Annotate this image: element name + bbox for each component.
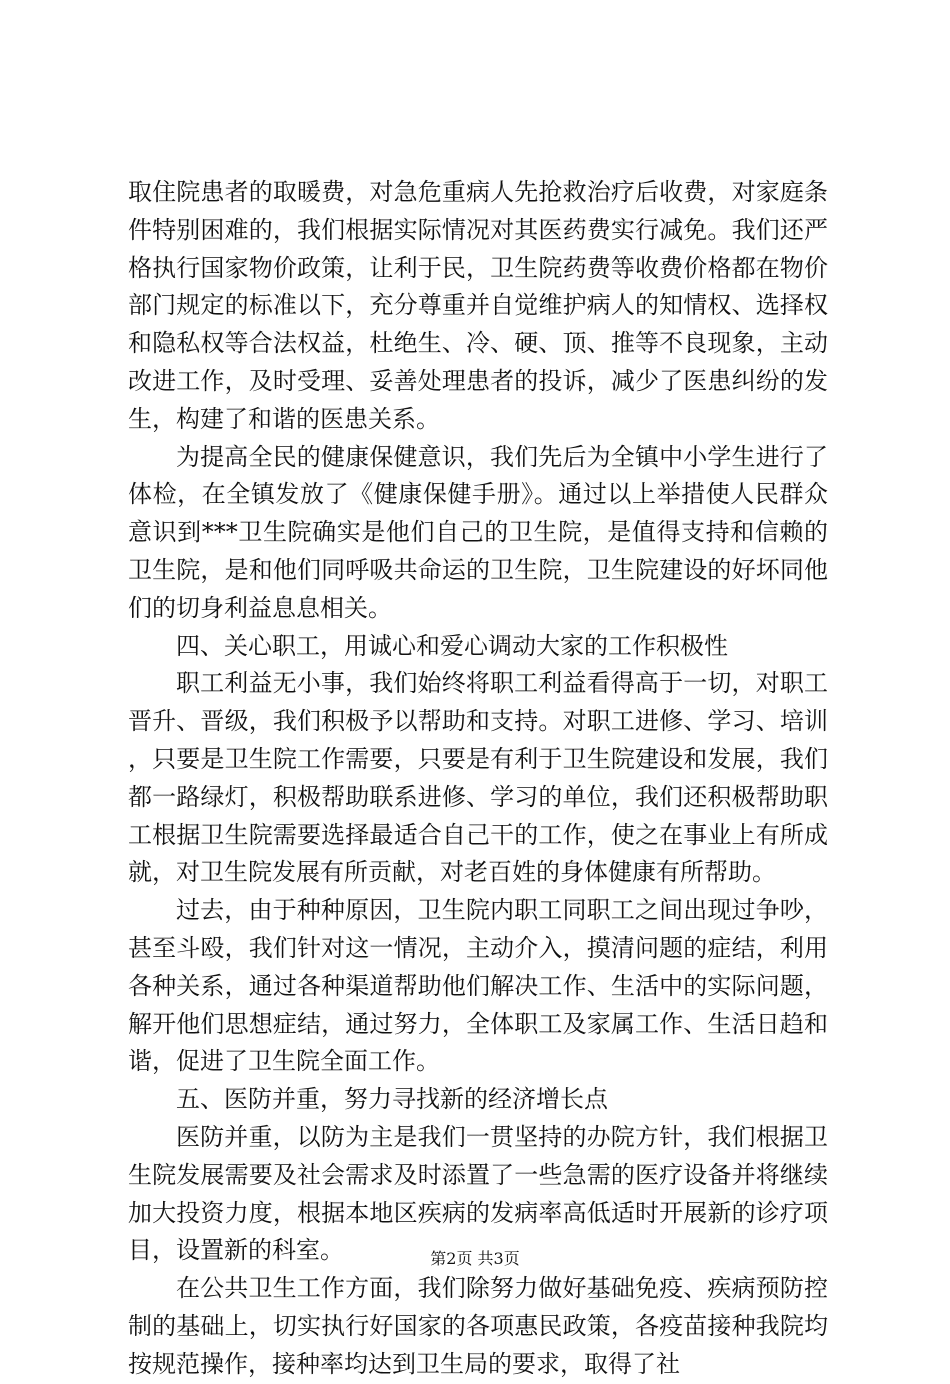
paragraph-3: 职工利益无小事，我们始终将职工利益看得高于一切，对职工晋升、晋级，我们积极予以帮助和支持。对职工进修、学习、培训，只要是卫生院工作需要，只要是有利于卫生院建设和发展，我们都一路绿灯，积极帮助联系进修、学习的单位，我们还积极帮助职工根据卫生院需要选择最适合自己干的工作，使之在事业上有所成就，对卫生院发展有所贡献，对老百姓的身体健康有所帮助。 — [128, 669, 828, 887]
document-body — [128, 174, 828, 1384]
page-number-footer: 第2页 共3页 — [430, 1249, 520, 1268]
paragraph-1: 取住院患者的取暖费，对急危重病人先抢救治疗后收费，对家庭条件特别困难的，我们根据实际情况对其医药费实行减免。我们还严格执行国家物价政策，让利于民，卫生院药费等收费价格都在物价部门规定的标准以下，充分尊重并自觉维护病人的知情权、选择权和隐私权等合法权益，杜绝生、冷、硬、顶、推等不良现象，主动改进工作，及时受理、妥善处理患者的投诉，减少了医患纠纷的发生，构建了和谐的医患关系。 — [128, 178, 828, 433]
paragraph-2: 为提高全民的健康保健意识，我们先后为全镇中小学生进行了体检，在全镇发放了《健康保健手册》。通过以上举措使人民群众意识到***卫生院确实是他们自己的卫生院，是值得支持和信赖的卫生院，是和他们同呼吸共命运的卫生院，卫生院建设的好坏同他们的切身利益息息相关。 — [128, 442, 828, 622]
paragraph-5: 医防并重，以防为主是我们一贯坚持的办院方针，我们根据卫生院发展需要及社会需求及时添置了一些急需的医疗设备并将继续加大投资力度，根据本地区疾病的发病率高低适时开展新的诊疗项目，设置新的科室。 — [128, 1122, 828, 1265]
paragraph-6: 在公共卫生工作方面，我们除努力做好基础免疫、疾病预防控制的基础上，切实执行好国家的各项惠民政策，各疫苗接种我院均按规范操作，接种率均达到卫生局的要求，取得了社 — [128, 1274, 828, 1378]
paragraph-4: 过去，由于种种原因，卫生院内职工同职工之间出现过争吵，甚至斗殴，我们针对这一情况，主动介入，摸清问题的症结，利用各种关系，通过各种渠道帮助他们解决工作、生活中的实际问题，解开他们思想症结，通过努力，全体职工及家属工作、生活日趋和谐，促进了卫生院全面工作。 — [128, 896, 828, 1076]
section-heading-4: 四、关心职工，用诚心和爱心调动大家的工作积极性 — [176, 631, 728, 660]
section-heading-5: 五、医防并重，努力寻找新的经济增长点 — [176, 1085, 608, 1114]
